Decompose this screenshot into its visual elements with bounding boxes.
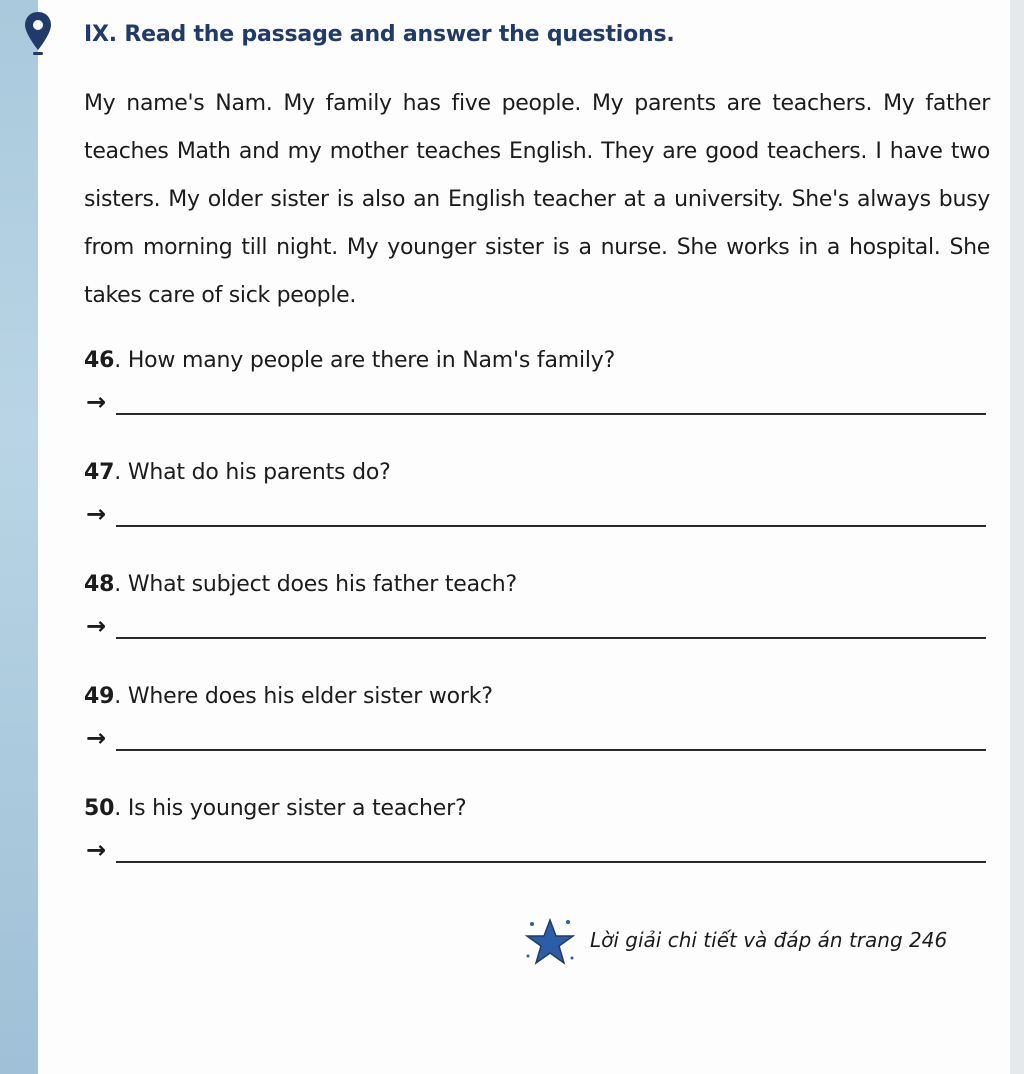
answer-line[interactable]	[116, 525, 986, 527]
right-margin-band	[1010, 0, 1024, 1074]
answer-field[interactable]	[84, 611, 990, 651]
question-50	[84, 796, 990, 875]
reading-passage: My name's Nam. My family has five people. My parents are teachers. My father teaches Math and my mother teaches English. They are good teachers. I have two sisters. My older sister is also an English teacher at a university. She's always busy from morning till night. My younger sister is a nurse. She works in a hospital. She takes care of sick people.	[84, 91, 990, 308]
question-text: 46. How many people are there in Nam's family?	[84, 348, 616, 373]
answer-field[interactable]	[84, 499, 990, 539]
map-pin-icon	[22, 10, 54, 58]
arrow-icon: →	[86, 388, 107, 416]
page-reference: 246	[909, 928, 948, 952]
arrow-icon: →	[86, 836, 107, 864]
section-heading: IX. Read the passage and answer the questions.	[84, 22, 675, 47]
question-46	[84, 348, 990, 427]
question-text: 47. What do his parents do?	[84, 460, 391, 485]
answer-field[interactable]	[84, 835, 990, 875]
answer-key-reference	[520, 912, 1000, 972]
answer-line[interactable]	[116, 749, 986, 751]
question-text: 49. Where does his elder sister work?	[84, 684, 493, 709]
arrow-icon: →	[86, 724, 107, 752]
arrow-icon: →	[86, 612, 107, 640]
question-text: 48. What subject does his father teach?	[84, 572, 517, 597]
footer-text: Lời giải chi tiết và đáp án trang 246	[590, 928, 948, 952]
question-48	[84, 572, 990, 651]
left-margin-band	[0, 0, 38, 1074]
arrow-icon: →	[86, 500, 107, 528]
question-text: 50. Is his younger sister a teacher?	[84, 796, 467, 821]
question-49	[84, 684, 990, 763]
answer-field[interactable]	[84, 723, 990, 763]
star-icon	[520, 912, 580, 972]
answer-line[interactable]	[116, 413, 986, 415]
answer-line[interactable]	[116, 637, 986, 639]
answer-line[interactable]	[116, 861, 986, 863]
question-47	[84, 460, 990, 539]
answer-field[interactable]	[84, 387, 990, 427]
